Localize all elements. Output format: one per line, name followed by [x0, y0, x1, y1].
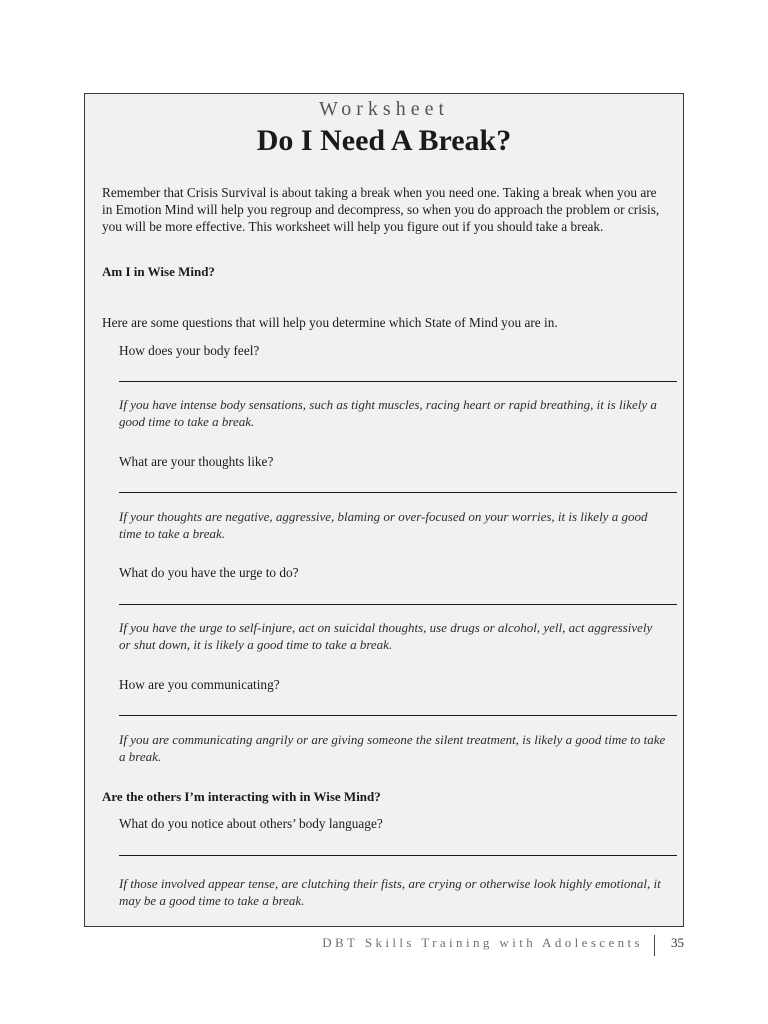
note-communicating: If you are communicating angrily or are giving someone the silent treatment, is likely a good time to take a break. — [119, 732, 666, 764]
worksheet-label: Worksheet — [318, 98, 450, 120]
intro-paragraph: Remember that Crisis Survival is about taking a break when you need one. Taking a break when you are in Emotion Mind will help you regroup and decompress, so when you do approach the problem or crisis, you will be more effective. This worksheet will help you figure out if you should take a break. — [102, 185, 660, 234]
answer-line-thoughts[interactable] — [119, 492, 677, 493]
note-body-feel: If you have intense body sensations, such as tight muscles, racing heart or rapid breathing, it is likely a good time to take a break. — [119, 397, 657, 429]
answer-line-communicating[interactable] — [119, 715, 677, 716]
answer-line-body-feel[interactable] — [119, 381, 677, 382]
note-others-body-language: If those involved appear tense, are clutching their fists, are crying or otherwise look highly emotional, it may be a good time to take a break. — [119, 876, 661, 908]
question-urge: What do you have the urge to do? — [119, 565, 299, 580]
section-heading-others-wise-mind: Are the others I’m interacting with in Wise Mind? — [102, 789, 381, 804]
question-others-body-language: What do you notice about others’ body language? — [119, 816, 383, 831]
section-heading-wise-mind: Am I in Wise Mind? — [102, 264, 215, 279]
footer-divider — [654, 935, 655, 956]
page-title: Do I Need A Break? — [256, 124, 512, 157]
answer-line-urge[interactable] — [119, 604, 677, 605]
question-body-feel: How does your body feel? — [119, 343, 260, 358]
worksheet-box — [84, 93, 684, 927]
section-lead: Here are some questions that will help you determine which State of Mind you are in. — [102, 315, 558, 330]
page-number: 35 — [671, 935, 684, 950]
footer-book-title: DBT Skills Training with Adolescents — [322, 935, 643, 950]
question-thoughts: What are your thoughts like? — [119, 454, 274, 469]
note-thoughts: If your thoughts are negative, aggressive, blaming or over-focused on your worries, it is likely a good time to take a break. — [119, 509, 648, 541]
page-footer — [0, 933, 768, 957]
note-urge: If you have the urge to self-injure, act on suicidal thoughts, use drugs or alcohol, yell, act aggressively or shut down, it is likely a good time to take a break. — [119, 620, 653, 652]
question-communicating: How are you communicating? — [119, 677, 280, 692]
answer-line-others-body-language[interactable] — [119, 855, 677, 856]
